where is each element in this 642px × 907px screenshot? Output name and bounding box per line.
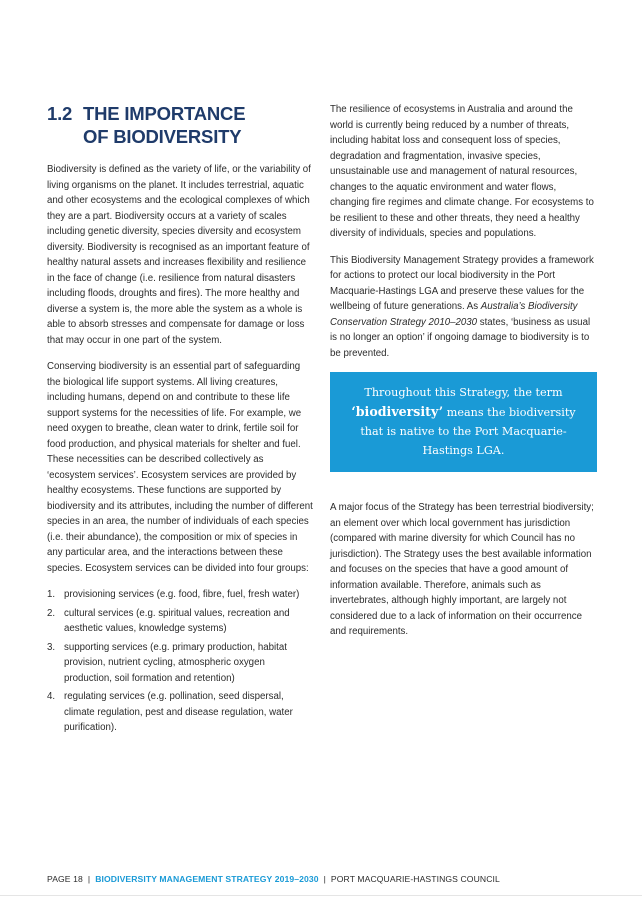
footer-separator: | [323, 874, 326, 884]
paragraph-framework [330, 253, 597, 362]
list-text: supporting services (e.g. primary production, habitat provision, nutrient cycling, atmospheric oxygen production, soil formation and retention) [64, 641, 287, 684]
list-text: regulating services (e.g. pollination, seed dispersal, climate regulation, pest and disease regulation, water purification). [64, 691, 293, 733]
strategy-title-italic: Australia’s Biodiversity Conservation Strategy 2010–2030 [330, 301, 578, 328]
section-heading [47, 102, 313, 148]
list-item [47, 606, 313, 637]
list-item [47, 587, 313, 603]
list-number: 1. [47, 589, 56, 600]
paragraph-conserving: Conserving biodiversity is an essential part of safeguarding the biological life support systems. All living creatures, including humans, depend on and contribute to these life support systems for the necessities of life. For example, we need oxygen to breathe, clean water to drink, fertile soil for food production, and physical materials for shelter and fuel. These necessities can be described collectively as ‘ecosystem services’. Ecosystem services are provided by healthy ecosystems. These functions are supported by biodiversity and its attributes, including the number of different species in an area, the number of individuals of each species (i.e. their abundance), the composition or mix of species in any particular area, and the interactions between these species. Ecosystem services can be divided into four groups: [47, 361, 313, 574]
left-column [47, 102, 313, 739]
callout-text-start: Throughout this Strategy, the term [364, 386, 563, 399]
list-text: cultural services (e.g. spiritual values, recreation and aesthetic values, knowledge systems) [64, 607, 290, 634]
paragraph-resilience: The resilience of ecosystems in Australia and around the world is currently being reduced by a number of threats, including habitat loss and consequent loss of species, degradation and fragmentation, invasive species, unsustainable use and management of natural resources, changes to the aquatic environment and water flows, changing fire regimes and climate change. For ecosystems to be resilient to these and other threats, they need a healthy diversity of individuals, species and populations. [330, 104, 594, 239]
footer-document-title: BIODIVERSITY MANAGEMENT STRATEGY 2019–2030 [95, 874, 319, 884]
framework-text-start: This Biodiversity Management Strategy provides a framework for actions to protect our local biodiversity in the Port Macquarie-Hastings LGA and preserve these values for the wellbeing of future generations. As [330, 254, 594, 312]
ecosystem-services-list [47, 587, 313, 736]
list-number: 2. [47, 607, 56, 619]
list-text: provisioning services (e.g. food, fibre, fuel, fresh water) [64, 589, 300, 600]
section-number: 1.2 [47, 103, 73, 124]
section-title: THE IMPORTANCE OF BIODIVERSITY [83, 103, 246, 147]
footer-divider [0, 895, 642, 896]
footer-page-number: PAGE 18 [47, 874, 83, 884]
paragraph-definition: Biodiversity is defined as the variety of life, or the variability of living organisms on the planet. It includes terrestrial, aquatic and other ecosystems and the ecological complexes of which they are a part. Biodiversity occurs at a variety of scales including genetic diversity, species diversity and ecosystem diversity. Biodiversity is recognised as an important feature of healthy natural assets and increases flexibility and resilience in the face of change (i.e. resilience from natural disasters including floods, droughts and fires). The more healthy and diverse a system is, the more able the system as a whole is able to absorb stresses and compensate for damage or loss that may occur in one part of the system. [47, 164, 311, 346]
callout-text-end: means the biodiversity that is native to the Port Macquarie-Hastings LGA. [360, 406, 576, 457]
list-item [47, 640, 313, 687]
callout-term: ‘biodiversity’ [351, 404, 444, 419]
list-item [47, 689, 313, 736]
framework-text-end: states, ‘business as usual is no longer an option’ if ongoing damage to biodiversity is to be prevented. [330, 316, 591, 359]
right-column [330, 102, 597, 651]
page-footer [47, 874, 500, 884]
paragraph-focus: A major focus of the Strategy has been terrestrial biodiversity; an element over which local government has jurisdiction (compared with marine diversity for which Council has no jurisdiction). The Strategy uses the best available information and focuses on the species that have a good amount of information available. Therefore, animals such as invertebrates, although highly important, are largely not considered due to a lack of information on their occurrence and requirements. [330, 502, 594, 637]
footer-separator: | [87, 874, 91, 884]
list-number: 4. [47, 691, 56, 702]
definition-callout [330, 372, 597, 472]
list-number: 3. [47, 641, 56, 653]
footer-organisation: PORT MACQUARIE-HASTINGS COUNCIL [330, 874, 500, 884]
